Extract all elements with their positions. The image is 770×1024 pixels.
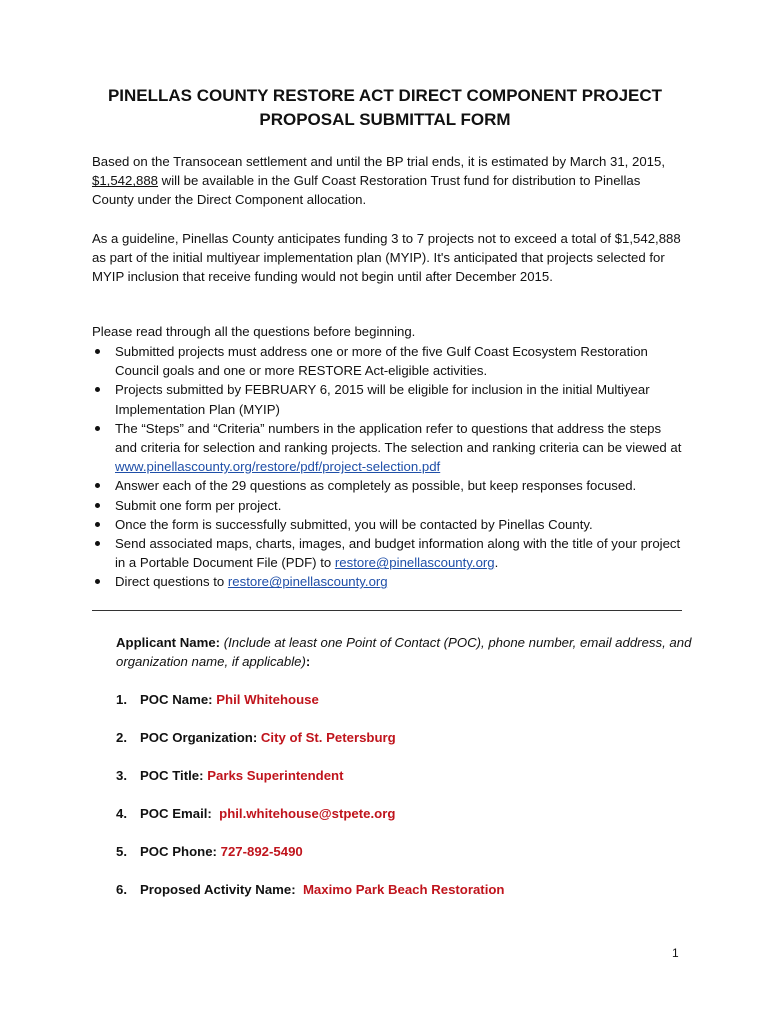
item-number: 6. bbox=[116, 882, 127, 897]
item-number: 3. bbox=[116, 768, 127, 783]
list-item bbox=[92, 476, 682, 495]
poc-email-row bbox=[116, 804, 696, 842]
poc-email-value: phil.whitehouse@stpete.org bbox=[219, 806, 396, 821]
bullet-text: Projects submitted by FEBRUARY 6, 2015 will be eligible for inclusion in the initial Multiyear Implementation Plan (MYIP) bbox=[115, 382, 650, 417]
bullet-text: Send associated maps, charts, images, and budget information along with the title of your project in a Portable Document File (PDF) to bbox=[115, 536, 681, 571]
item-number: 4. bbox=[116, 806, 127, 821]
bullet-text: Submitted projects must address one or more of the five Gulf Coast Ecosystem Restoration Council goals and one or more RESTORE Act-eligible activities. bbox=[115, 344, 648, 379]
list-item bbox=[92, 419, 682, 477]
poc-email-label: POC Email: bbox=[140, 806, 212, 821]
applicant-heading bbox=[116, 633, 696, 671]
bullet-text: Answer each of the 29 questions as completely as possible, but keep responses focused. bbox=[115, 478, 637, 494]
title-line-2: PROPOSAL SUBMITTAL FORM bbox=[259, 110, 511, 129]
poc-title-row bbox=[116, 766, 696, 804]
poc-organization-label: POC Organization: bbox=[140, 730, 258, 745]
list-item bbox=[92, 342, 682, 380]
poc-phone-value: 727-892-5490 bbox=[220, 844, 303, 859]
form-title bbox=[60, 84, 710, 132]
activity-name-label: Proposed Activity Name: bbox=[140, 882, 296, 897]
applicant-colon: : bbox=[305, 654, 311, 670]
activity-name-row bbox=[116, 880, 696, 918]
bullet-text: Direct questions to bbox=[115, 574, 228, 590]
poc-name-label: POC Name: bbox=[140, 692, 213, 707]
poc-list bbox=[116, 690, 696, 918]
poc-phone-row bbox=[116, 842, 696, 880]
poc-organization-value: City of St. Petersburg bbox=[260, 730, 396, 745]
intro-text-end: will be available in the Gulf Coast Restoration Trust fund for distribution to Pinellas County under the Direct Component allocation. bbox=[92, 173, 641, 208]
poc-phone-label: POC Phone: bbox=[140, 844, 217, 859]
applicant-note: (Include at least one Point of Contact (POC), phone number, email address, and organization name, if applicable) bbox=[116, 635, 692, 670]
bullet-text: Once the form is successfully submitted, you will be contacted by Pinellas County. bbox=[115, 516, 593, 532]
title-line-1: PINELLAS COUNTY RESTORE ACT DIRECT COMPONENT PROJECT bbox=[107, 86, 663, 105]
intro-text-start: Based on the Transocean settlement and until the BP trial ends, it is estimated by March 31, 2015, bbox=[92, 154, 666, 169]
activity-name-value: Maximo Park Beach Restoration bbox=[302, 882, 505, 897]
item-number: 2. bbox=[116, 730, 127, 745]
guideline-paragraph: As a guideline, Pinellas County anticipates funding 3 to 7 projects not to exceed a total of $1,542,888 as part of the initial multiyear implementation plan (MYIP). It's anticipated that projects selected for MYIP inclusion that receive funding would not begin until after December 2015. bbox=[92, 231, 681, 285]
list-item bbox=[92, 496, 682, 515]
section-divider bbox=[92, 610, 682, 611]
list-item bbox=[92, 515, 682, 534]
submission-email-link[interactable]: restore@pinellascounty.org bbox=[334, 555, 495, 571]
poc-title-label: POC Title: bbox=[140, 768, 204, 783]
intro-paragraph bbox=[92, 152, 682, 210]
bullet-period: . bbox=[494, 555, 499, 571]
page-number: 1 bbox=[672, 946, 679, 960]
instructions-list bbox=[92, 342, 682, 592]
bullet-text: The “Steps” and “Criteria” numbers in the application refer to questions that address the steps and criteria for selection and ranking projects. The selection and ranking criteria can be viewed at bbox=[115, 420, 682, 456]
poc-title-value: Parks Superintendent bbox=[207, 768, 344, 783]
list-item bbox=[92, 534, 682, 572]
poc-name-value: Phil Whitehouse bbox=[216, 692, 319, 707]
list-item bbox=[92, 380, 682, 418]
list-item bbox=[92, 572, 682, 591]
questions-email-link[interactable]: restore@pinellascounty.org bbox=[227, 574, 388, 590]
item-number: 5. bbox=[116, 844, 127, 859]
instructions-lead: Please read through all the questions before beginning. bbox=[92, 324, 416, 339]
item-number: 1. bbox=[116, 692, 127, 707]
poc-organization-row bbox=[116, 728, 696, 766]
project-selection-link[interactable]: www.pinellascounty.org/restore/pdf/project-selection.pdf bbox=[115, 459, 441, 475]
intro-amount: $1,542,888 bbox=[92, 173, 159, 189]
bullet-text: Submit one form per project. bbox=[115, 497, 282, 513]
applicant-label: Applicant Name: bbox=[116, 635, 221, 650]
poc-name-row bbox=[116, 690, 696, 728]
